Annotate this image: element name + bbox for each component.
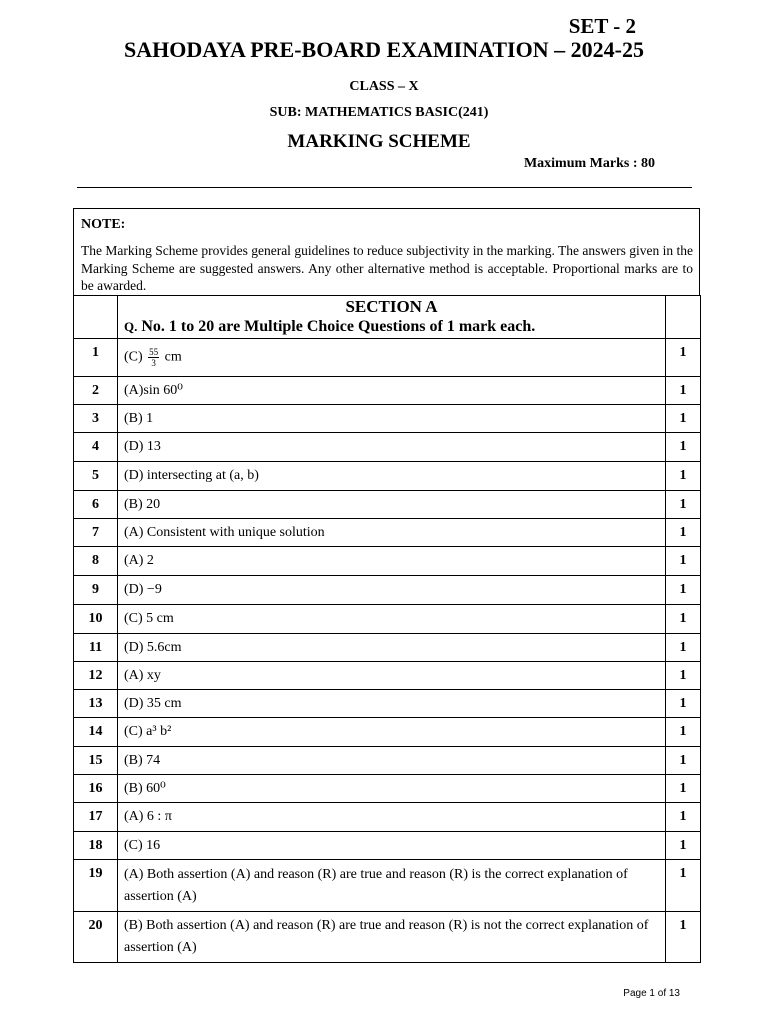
answer-mark: 1 <box>666 912 701 963</box>
header-divider <box>77 187 692 188</box>
note-heading: NOTE: <box>81 217 126 232</box>
question-number: 7 <box>74 519 118 547</box>
question-number: 13 <box>74 690 118 718</box>
question-number: 2 <box>74 377 118 405</box>
fraction-denominator: 3 <box>151 358 156 368</box>
section-title: SECTION A <box>345 297 438 316</box>
table-row <box>74 519 701 547</box>
table-row <box>74 662 701 690</box>
fraction-numerator: 55 <box>149 347 159 357</box>
answer-mark: 1 <box>666 576 701 605</box>
answer-text: (B) 60⁰ <box>118 775 666 803</box>
question-number: 17 <box>74 803 118 832</box>
set-number: SET - 2 <box>568 14 636 38</box>
answer-unit: cm <box>164 349 182 365</box>
answer-mark: 1 <box>666 832 701 860</box>
table-row <box>74 605 701 634</box>
question-number: 19 <box>74 860 118 912</box>
question-number: 12 <box>74 662 118 690</box>
answer-text: (C) 16 <box>118 832 666 860</box>
answer-table <box>73 295 701 963</box>
table-row <box>74 860 701 912</box>
class-label: CLASS – X <box>349 79 419 94</box>
maximum-marks: Maximum Marks : 80 <box>523 156 655 171</box>
answer-mark: 1 <box>666 662 701 690</box>
question-number: 9 <box>74 576 118 605</box>
answer-mark: 1 <box>666 462 701 491</box>
table-row <box>74 718 701 747</box>
question-number: 20 <box>74 912 118 963</box>
question-number: 6 <box>74 491 118 519</box>
question-number: 8 <box>74 547 118 576</box>
question-number: 3 <box>74 405 118 433</box>
table-row <box>74 775 701 803</box>
section-subtitle <box>124 317 659 337</box>
answer-text: (A) xy <box>118 662 666 690</box>
question-number: 18 <box>74 832 118 860</box>
exam-title: SAHODAYA PRE-BOARD EXAMINATION – 2024-25 <box>124 37 644 62</box>
answer-text: (A) 6 : π <box>118 803 666 832</box>
answer-mark: 1 <box>666 634 701 662</box>
table-row <box>74 634 701 662</box>
answer-text: (A) Both assertion (A) and reason (R) are true and reason (R) is the correct explanation of assertion (A) <box>118 860 666 912</box>
question-number: 15 <box>74 747 118 775</box>
answer-text: (A) 2 <box>118 547 666 576</box>
page-number: Page 1 of 13 <box>623 988 680 999</box>
table-row <box>74 462 701 491</box>
question-number: 4 <box>74 433 118 462</box>
question-number: 1 <box>74 339 118 377</box>
table-row <box>74 491 701 519</box>
section-q-prefix: Q. <box>124 319 138 334</box>
question-number: 5 <box>74 462 118 491</box>
subject-label: SUB: MATHEMATICS BASIC(241) <box>269 105 489 120</box>
answer-mark: 1 <box>666 433 701 462</box>
answer-mark: 1 <box>666 690 701 718</box>
table-row <box>74 547 701 576</box>
table-row <box>74 747 701 775</box>
answer-mark: 1 <box>666 339 701 377</box>
section-header-row <box>74 296 701 339</box>
note-box <box>73 208 700 295</box>
answer-mark: 1 <box>666 405 701 433</box>
answer-text: (C) 5 cm <box>118 605 666 634</box>
section-subtitle-text: No. 1 to 20 are Multiple Choice Questions of 1 mark each. <box>137 318 536 335</box>
answer-option: (C) <box>124 349 143 365</box>
answer-mark: 1 <box>666 605 701 634</box>
question-number: 16 <box>74 775 118 803</box>
question-number: 14 <box>74 718 118 747</box>
answer-mark: 1 <box>666 377 701 405</box>
table-row <box>74 832 701 860</box>
marking-scheme-heading: MARKING SCHEME <box>287 131 471 152</box>
table-row <box>74 690 701 718</box>
answer-mark: 1 <box>666 860 701 912</box>
answer-text: (B) 1 <box>118 405 666 433</box>
answer-text: (D) 35 cm <box>118 690 666 718</box>
answer-text: (A)sin 60⁰ <box>118 377 666 405</box>
answer-text: (A) Consistent with unique solution <box>118 519 666 547</box>
answer-text: (B) Both assertion (A) and reason (R) are true and reason (R) is not the correct explanation of assertion (A) <box>118 912 666 963</box>
fraction <box>148 347 159 368</box>
table-row <box>74 377 701 405</box>
table-row <box>74 803 701 832</box>
answer-text: (D) −9 <box>118 576 666 605</box>
answer-mark: 1 <box>666 491 701 519</box>
table-row <box>74 433 701 462</box>
table-row <box>74 339 701 377</box>
answer-text: (B) 74 <box>118 747 666 775</box>
question-number: 11 <box>74 634 118 662</box>
answer-mark: 1 <box>666 803 701 832</box>
answer-mark: 1 <box>666 747 701 775</box>
table-row <box>74 405 701 433</box>
answer-mark: 1 <box>666 718 701 747</box>
answer-text: (D) 13 <box>118 433 666 462</box>
answer-mark: 1 <box>666 519 701 547</box>
answer-mark: 1 <box>666 775 701 803</box>
table-row <box>74 912 701 963</box>
answer-text: (D) intersecting at (a, b) <box>118 462 666 491</box>
question-number: 10 <box>74 605 118 634</box>
answer-mark: 1 <box>666 547 701 576</box>
answer-text: (B) 20 <box>118 491 666 519</box>
answer-text: (D) 5.6cm <box>118 634 666 662</box>
answer-text: (C) a³ b² <box>118 718 666 747</box>
note-text: The Marking Scheme provides general guidelines to reduce subjectivity in the marking. The answers given in the Marking Scheme are suggested answers. Any other alternative method is acceptable. Proportional marks are to be awarded. <box>81 243 693 293</box>
table-row <box>74 576 701 605</box>
answer-text <box>118 339 666 377</box>
